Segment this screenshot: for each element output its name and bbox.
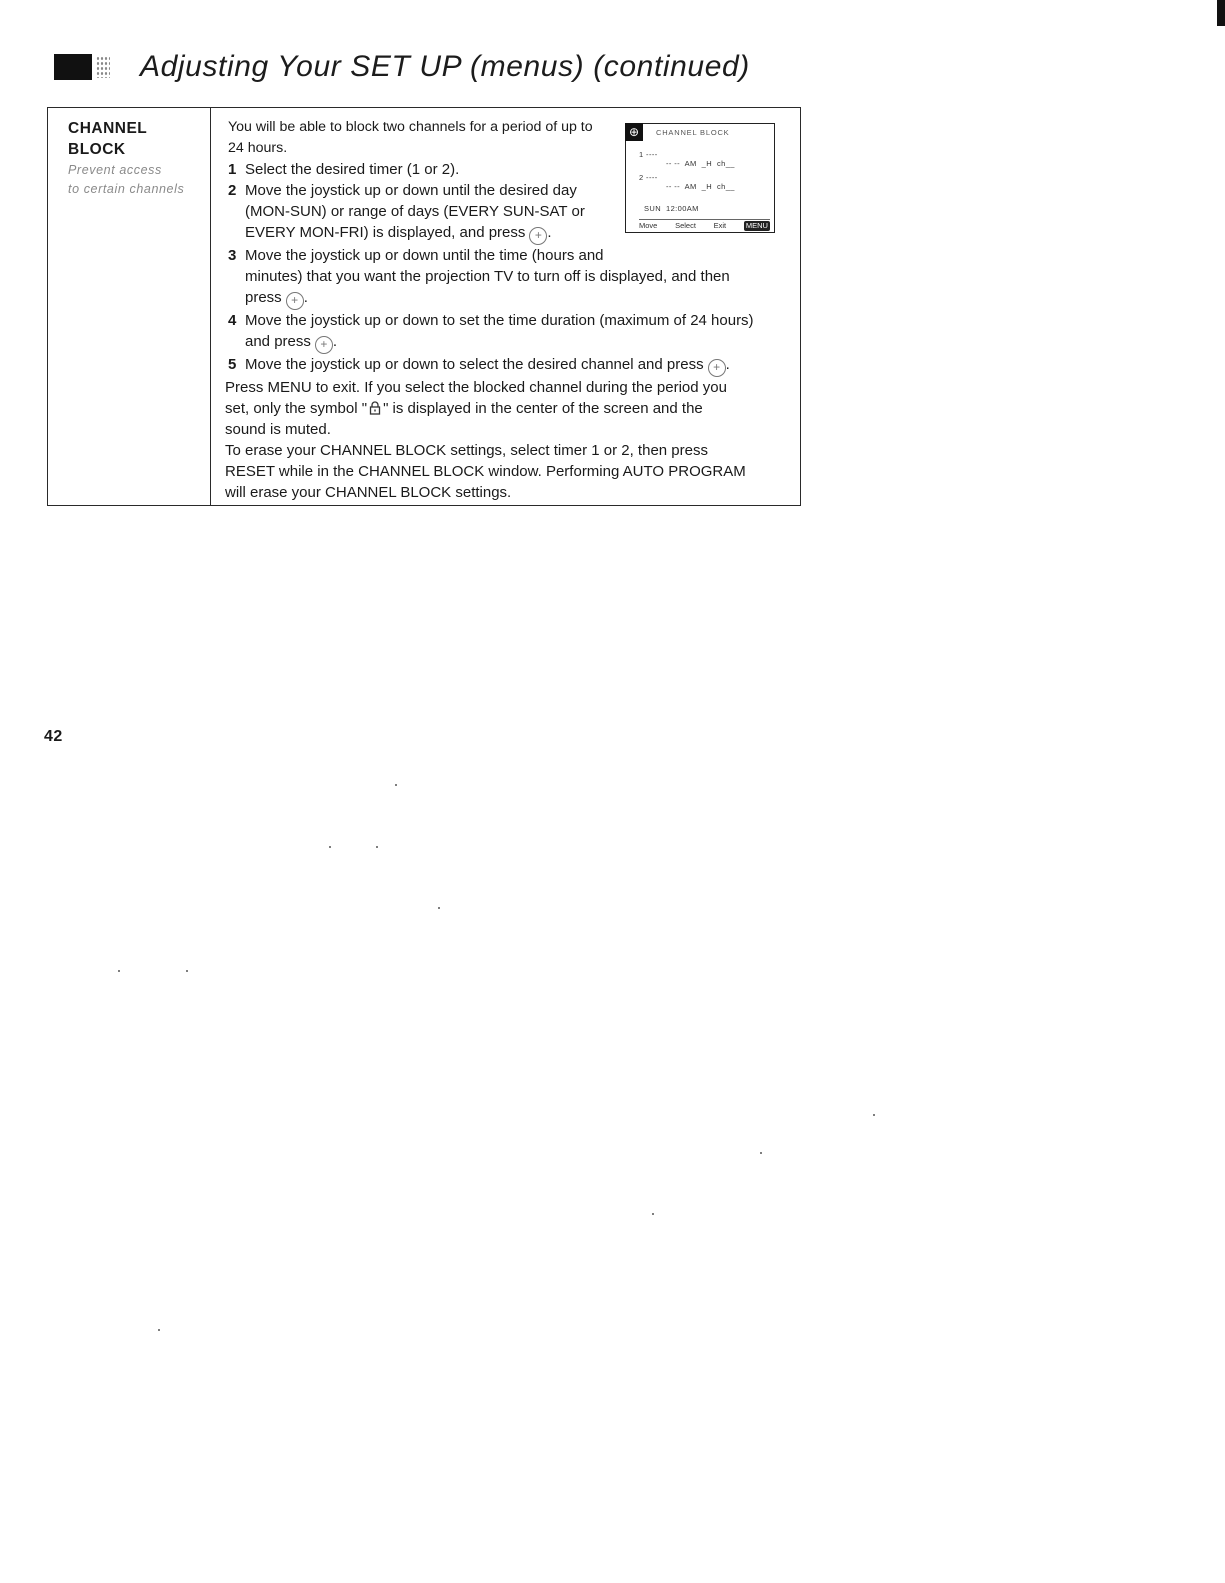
erase-note-line-3: will erase your CHANNEL BLOCK settings. [225, 484, 512, 501]
screen-timer-2-values: -- -- AM _H ch__ [666, 182, 735, 191]
step-number: 5 [228, 356, 237, 373]
section-heading-line2: BLOCK [68, 141, 126, 158]
step-number: 3 [228, 247, 237, 264]
scan-speck [873, 1114, 875, 1116]
step-5 [228, 354, 800, 377]
period: . [547, 224, 552, 241]
joystick-press-icon: + [529, 227, 547, 245]
exit-note-line-2-end: " is displayed in the center of the screen and the [383, 400, 703, 417]
period: . [303, 289, 308, 306]
exit-note [225, 377, 800, 440]
joystick-press-icon: + [315, 336, 333, 354]
scan-speck [158, 1329, 160, 1331]
section-body [211, 108, 800, 505]
page-number: 42 [44, 728, 63, 745]
period: . [332, 333, 338, 350]
scan-speck [760, 1152, 762, 1154]
step-text [245, 354, 800, 377]
channel-block-table [47, 107, 801, 506]
step-3-line-2: minutes) that you want the projection TV to turn off is displayed, and then [245, 268, 730, 285]
screen-footer-select: Select [675, 221, 696, 230]
section-marker-dots [96, 56, 110, 78]
section-marker-block [54, 54, 92, 80]
screen-footer [639, 219, 770, 231]
step-text: Select the desired timer (1 or 2). [245, 161, 460, 178]
step-number: 1 [228, 161, 237, 178]
section-subtitle-line2: to certain channels [68, 182, 185, 196]
section-subtitle-line1: Prevent access [68, 163, 162, 177]
joystick-press-icon: + [708, 359, 726, 377]
scan-speck [376, 846, 378, 848]
screen-footer-move: Move [639, 221, 658, 230]
page-header [54, 42, 750, 92]
scan-speck [652, 1213, 654, 1215]
step-5-line-1: Move the joystick up or down to select the desired channel and press [245, 356, 704, 373]
page-title: Adjusting Your SET UP (menus) (continued) [140, 50, 750, 83]
joystick-press-icon: + [286, 292, 304, 310]
timer-menu-icon: ⊕ [625, 123, 643, 141]
period: . [725, 356, 730, 373]
screen-footer-exit: Exit [713, 221, 727, 230]
step-4-line-2: and press [245, 333, 311, 350]
step-number: 4 [228, 312, 237, 329]
erase-note-line-2: RESET while in the CHANNEL BLOCK window. Performing AUTO PROGRAM [225, 463, 746, 480]
channel-block-screen-illustration [625, 123, 775, 233]
page-edge-mark [1217, 0, 1225, 26]
scan-speck [186, 970, 188, 972]
step-number: 2 [228, 182, 237, 199]
scan-speck [329, 846, 331, 848]
screen-timer-2-label: 2 ---- [639, 173, 658, 182]
screen-timer-1-values: -- -- AM _H ch__ [666, 159, 735, 168]
exit-note-line-1: Press MENU to exit. If you select the blocked channel during the period you [225, 379, 727, 396]
step-3-line-1: Move the joystick up or down until the time (hours and [245, 247, 604, 264]
scan-speck [438, 907, 440, 909]
intro-line-1: You will be able to block two channels for a period of up to [228, 119, 593, 135]
screen-clock: SUN 12:00AM [644, 204, 699, 213]
step-2-line-2: (MON-SUN) or range of days (EVERY SUN-SAT or [245, 203, 585, 220]
scan-speck [118, 970, 120, 972]
section-heading-line1: CHANNEL [68, 120, 148, 137]
step-4-line-1: Move the joystick up or down to set the time duration (maximum of 24 hours) [245, 312, 754, 329]
menu-key-icon: MENU [745, 221, 768, 230]
section-label-column [48, 108, 211, 505]
erase-note [225, 440, 800, 503]
exit-note-line-2-start: set, only the symbol " [225, 400, 368, 417]
lock-icon [369, 401, 381, 415]
erase-note-line-1: To erase your CHANNEL BLOCK settings, select timer 1 or 2, then press [225, 442, 708, 459]
step-text [245, 245, 800, 310]
step-2-line-1: Move the joystick up or down until the desired day [245, 182, 577, 199]
scan-speck [395, 784, 397, 786]
step-2-line-3: EVERY MON-FRI) is displayed, and press [245, 224, 526, 241]
step-4 [228, 310, 800, 354]
step-3 [228, 245, 800, 310]
step-text [245, 310, 800, 354]
intro-line-2: 24 hours. [228, 140, 288, 156]
screen-timer-1-label: 1 ---- [639, 150, 658, 159]
exit-note-line-3: sound is muted. [225, 421, 331, 438]
step-3-line-3: press [245, 289, 282, 306]
screen-title: CHANNEL BLOCK [656, 128, 730, 137]
